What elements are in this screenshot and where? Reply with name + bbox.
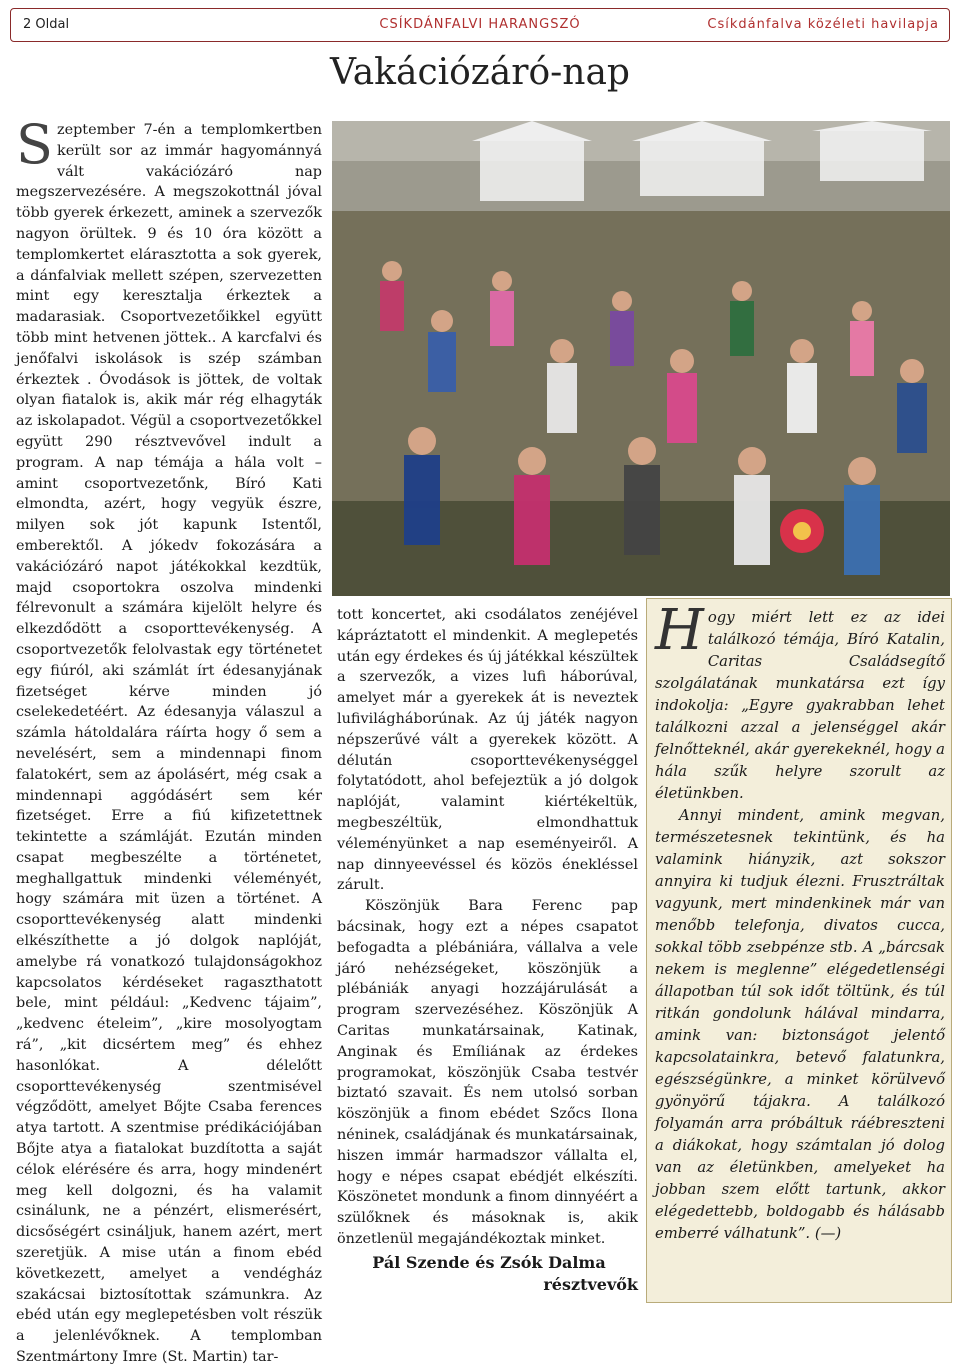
article-signature	[340, 1252, 638, 1296]
sidebar-paragraph-1: ogy miért lett ez az idei találkozó témája, Bíró Katalin, Caritas Családsegítő szolgálatának munkatársa ezt így indokolja: „Egyre gyakrabban lehet találkozni azzal a jelenséggel akár felnőtteknél, akár gyerekeknél, hogy a hála szűk helyre szorult az életünkben.	[655, 609, 945, 802]
column-2-paragraph-1: tott koncertet, aki csodálatos zenéjével kápráztatott el mindenkit. A meglepetés után egy érdekes és új játékkal készültek a szervezők, a vizes lufi háborúval, amelyet már a gyerekek át is neveztek lufivilágháborúnak. Az új játék nagyon népszerűvé vált a gyerekek között. A délután csoporttevékenységgel folytatódott, ahol befejeztük a jó dolgok naplóját, valamint kiértékeltük, megbeszéltük, elmondhattuk véleményünket a nap eseményeiről. A nap dinnyeevéssel és közös énekléssel zárult.	[337, 607, 638, 894]
page-number: 2 Oldal	[23, 17, 70, 32]
group-photo-illustration	[332, 121, 950, 596]
newspaper-tagline: Csíkdánfalva közéleti havilapja	[707, 17, 939, 32]
newspaper-name: CSÍKDÁNFALVI HARANGSZÓ	[379, 17, 581, 32]
sidebar-drop-cap: H	[655, 598, 704, 663]
article-title: Vakációzáró-nap	[330, 52, 630, 93]
article-column-2	[337, 605, 638, 1250]
group-photo	[332, 121, 950, 596]
page-header	[10, 8, 950, 42]
article-column-1	[16, 113, 322, 1368]
sidebar-box	[646, 598, 952, 1303]
column-1-text: zeptember 7-én a templomkertben került sor az immár hagyománnyá vált vakációzáró nap megszervezésére. A megszokottnál jóval több gyerek érkezett, aminek a szervezők nagyon örültek. 9 és 10 óra között a templomkertet elárasztotta a sok gyerek, a dánfalviak mellett szépen, szervezetten mint egy keresztalja érkeztek a madarasiak. Csoportvezetőikkel együtt több mint hetvenen jöttek.. A karcfalvi és jenőfalvi iskolások is szép számban érkeztek . Óvodások is jöttek, de voltak olyan fiatalok is, akik már rég elhagyták az iskolapadot. Végül a csoportvezetőkkel együtt 290 résztvevővel indult a program. A nap témája a hála volt – amint csoportvezetőnk, Bíró Kati elmondta, azért, hogy vegyük észre, milyen sok jót kapunk Istentől, emberektől. A jókedv fokozására a vakációzáró napot játékokkal kezdtük, majd csoportokra oszolva mindenki félrevonult a számára kijelölt helyre és elkezdődött a csoporttevékenység. A csoportvezetők felolvastak egy történetet egy fiúról, aki számlát írt édesanyjának fizetséget kérve minden jó cselekedetéért. Az édesanyja válaszul a számla hátoldalára ráírta hogy ő sem a nevelésért, sem a mindennapi finom falatokért, sem az ápolásért, még csak a mindennapi aggódásért sem kér fizetséget. Erre a fiú kifizetettnek tekintette a számláját. Ezután minden csapat megbeszélte a történetet, meghallgattuk mindenki véleményét, hogy számára mit üzen a történet. A csoporttevékenység alatt mindenki elkészíthette a jó dolgok naplóját, amelybe rá vonatkozó tulajdonságokhoz kapcsolatos kérdéseket ragaszthatott bele, mint például: „Kedvenc tájaim”, „kedvenc ételeim”, „kire mosolyogtam rá”, „kit dicsértem meg” és ehhez hasonlókat. A délelőtt csoporttevékenység szentmisével végződött, amelyet Bőjte Csaba ferences atya tartott. A szentmise prédikációjában Bőjte atya a fiatalokat buzdította a saját célok elérésére és arra, hogy mindenért meg kell dolgozni, és ha valamit csinálunk, ne a pénzért, elismerésért, dicsőségért csináljuk, hanem azért, mert szeretjük. A mise után a finom ebéd következett, amelyet a vendégház szakácsai biztosítottak számunkra. Az ebéd után egy meglepetésben volt részük a jelenlévőknek. A templomban Szentmártony Imre (St. Martin) tar-	[16, 122, 322, 1366]
sidebar-paragraph-2: Annyi mindent, amink megvan, természetesnek tekintünk, és ha valamink hiányzik, azt sokszor annyira ki tudjuk élezni. Frusztráltak vagyunk, mert mindenkinek már van menőbb telefonja, divatos cucca, sokkal több zsebpénze stb. A „bárcsak nekem is meglenne” elégedetlenségi állapotban túl sok időt töltünk, és túl ritkán gondolunk hálával mindarra, amink van: biztonságot jelentő kapcsolatainkra, betevő falatunkra, egészségünkre, a minket körülvevő gyönyörű tájakra. A találkozó folyamán arra próbáltuk ráébreszteni a diákokat, hogy számtalan jó dolog van az életünkben, amelyeket ha jobban szem előtt tartunk, akkor elégedettebb, boldogabb és hálásabb emberré válhatunk”. (—)	[655, 807, 945, 1242]
signature-authors: Pál Szende és Zsók Dalma	[372, 1253, 606, 1272]
column-2-paragraph-2: Köszönjük Bara Ferenc pap bácsinak, hogy ezt a népes csapatot befogadta a plébániára, vállalva a vele járó nehézségeket, köszönjük a plébániák anyagi hozzájárulását a program szervezéséhez. Köszönjük A Caritas munkatársainak, Katinak, Anginak és Emíliának az érdekes programokat, köszönjük Csaba testvér biztató szavait. És nem utolsó sorban köszönjük a finom ebédet Szőcs Ilona néninek, családjának és munkatársainak, hiszen immár harmadszor vállalta el, hogy e népes csapat ebédjét elkészíti. Köszönetet mondunk a finom dinnyéért a szülőknek és másoknak is, akik önzetlenül megajándékoztak minket.	[337, 898, 638, 1247]
sidebar-text	[655, 598, 945, 1245]
drop-cap: S	[16, 113, 53, 176]
signature-role: résztvevők	[543, 1275, 638, 1294]
